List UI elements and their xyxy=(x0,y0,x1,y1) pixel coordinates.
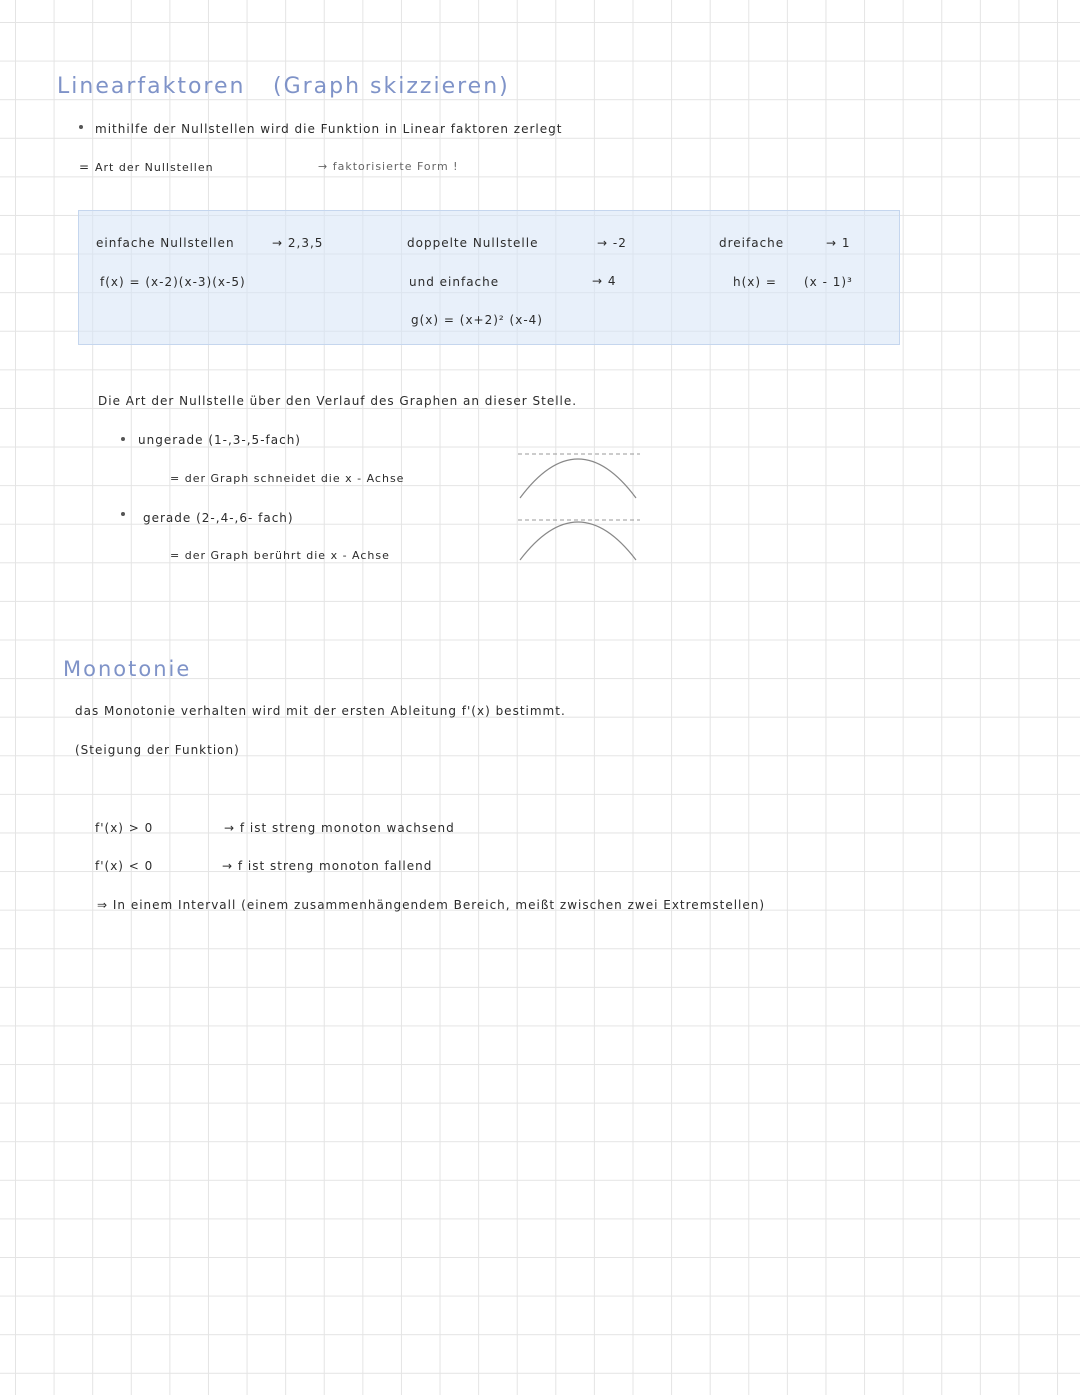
section-title-linearfaktoren: Linearfaktoren xyxy=(57,74,246,99)
intro-line: mithilfe der Nullstellen wird die Funktion in Linear faktoren zerlegt xyxy=(95,122,563,136)
gerade-result: = der Graph berührt die x - Achse xyxy=(170,549,390,562)
art-sentence: Die Art der Nullstelle über den Verlauf des Graphen an dieser Stelle. xyxy=(98,394,578,408)
art-der-nullstellen: Art der Nullstellen xyxy=(95,161,214,174)
und-einfache-label: und einfache xyxy=(409,275,500,289)
bullet-dot xyxy=(121,512,125,516)
dreifache-value: → 1 xyxy=(826,236,851,250)
result-fallend: → f ist streng monoton fallend xyxy=(222,859,433,873)
f-formula: f(x) = (x-2)(x-3)(x-5) xyxy=(100,275,246,289)
g-formula: g(x) = (x+2)² (x-4) xyxy=(411,313,543,327)
monotonie-line2: (Steigung der Funktion) xyxy=(75,743,240,757)
doppelte-nullstelle-value: → -2 xyxy=(597,236,627,250)
monotonie-line1: das Monotonie verhalten wird mit der ersten Ableitung f'(x) bestimmt. xyxy=(75,704,566,718)
faktorisierte-form-note: → faktorisierte Form ! xyxy=(318,160,459,173)
result-wachsend: → f ist streng monoton wachsend xyxy=(224,821,455,835)
einfache-nullstellen-label: einfache Nullstellen xyxy=(96,236,235,250)
crossing-graph-sketch xyxy=(514,440,644,500)
h-formula-prefix: h(x) = xyxy=(733,275,777,289)
touching-graph-sketch xyxy=(514,514,644,564)
einfache-nullstellen-values: → 2,3,5 xyxy=(272,236,324,250)
condition-positive: f'(x) > 0 xyxy=(95,821,154,835)
dreifache-label: dreifache xyxy=(719,236,785,250)
einfache-value: → 4 xyxy=(592,274,617,288)
equals-sign: = xyxy=(79,160,91,174)
bullet-dot xyxy=(79,125,83,129)
ungerade-result: = der Graph schneidet die x - Achse xyxy=(170,472,405,485)
bullet-dot xyxy=(121,437,125,441)
ungerade-heading: ungerade (1-,3-,5-fach) xyxy=(138,433,301,447)
condition-negative: f'(x) < 0 xyxy=(95,859,154,873)
section-title-monotonie: Monotonie xyxy=(63,657,192,681)
gerade-heading: gerade (2-,4-,6- fach) xyxy=(143,511,294,525)
doppelte-nullstelle-label: doppelte Nullstelle xyxy=(407,236,539,250)
section-subtitle-graph-skizzieren: (Graph skizzieren) xyxy=(273,74,510,99)
interval-note: ⇒ In einem Intervall (einem zusammenhängendem Bereich, meißt zwischen zwei Extremstellen) xyxy=(97,898,766,912)
h-formula: (x - 1)³ xyxy=(804,275,853,289)
